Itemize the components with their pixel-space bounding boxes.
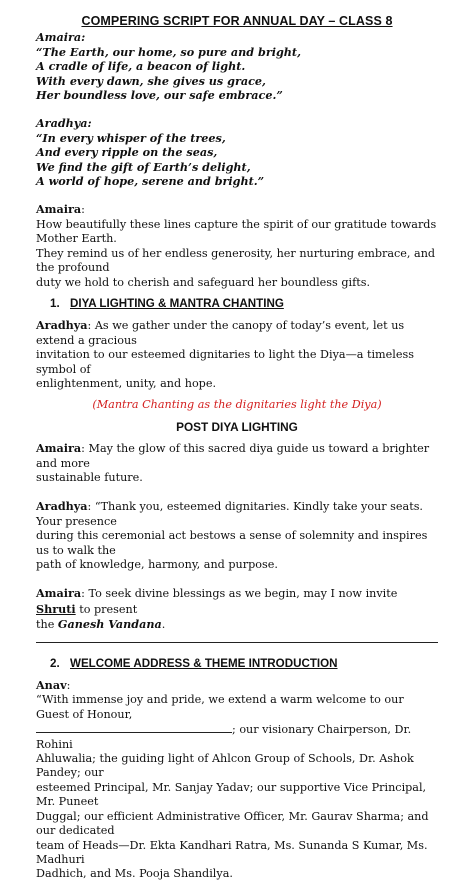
subheading-post-diya: POST DIYA LIGHTING [176,419,298,434]
poem-line: A cradle of life, a beacon of light. [36,59,246,74]
paragraph-line: esteemed Principal, Mr. Sanjay Yadav; our supportive Vice Principal, Mr. Puneet [36,780,427,809]
speaker-amaira: Amaira: [36,30,86,45]
paragraph-line: They remind us of her endless generosity, her nurturing embrace, and the profound [36,246,436,275]
poem-line: “In every whisper of the trees, [36,130,226,145]
poem-line: With every dawn, she gives us grace, [36,73,266,88]
speaker-label: Amaira [36,586,82,601]
speaker-aradhya: Aradhya: [36,116,92,131]
amaira-glow-paragraph: Amaira: May the glow of this sacred diya guide us toward a brighter and more sustainable future. [36,441,438,485]
paragraph-line: “With immense joy and pride, we extend a warm welcome to our Guest of Honour, [36,693,404,721]
section-heading-diya: 1. DIYA LIGHTING & MANTRA CHANTING [50,296,284,310]
paragraph-line: duty we hold to cherish and safeguard her boundless gifts. [36,275,371,289]
amaira-reflection-paragraph [36,218,438,290]
speaker-label: Aradhya [36,499,88,514]
paragraph-line: during this ceremonial act bestows a sense of solemnity and inspires us to walk the [36,529,428,557]
stage-direction: (Mantra Chanting as the dignitaries light the Diya) [92,398,382,412]
paragraph-line: Dadhich, and Ms. Pooja Shandilya. [36,867,233,881]
paragraph-line: Ahluwalia; the guiding light of Ahlcon Group of Schools, Dr. Ashok Pandey; our [36,752,414,780]
poem-line: And every ripple on the seas, [36,145,218,160]
poem-stanza-2 [36,131,438,189]
paragraph-line: invitation to our esteemed dignitaries to light the Diya—a timeless symbol of [36,348,414,376]
performer-name: Shruti [36,601,76,616]
aradhya-thanks-paragraph: Aradhya: “Thank you, esteemed dignitaries. Kindly take your seats. Your presence during this ceremonial act bestows a sense of solemnity and inspires us to walk the path of knowledge, harmony, and purpose. [36,499,438,572]
poem-line: A world of hope, serene and bright.” [36,174,265,189]
paragraph-line: enlightenment, unity, and hope. [36,376,217,390]
poem-stanza-1 [36,45,438,103]
speaker-anav-label: Anav: [36,678,71,693]
section-heading-welcome: 2. WELCOME ADDRESS & THEME INTRODUCTION [50,656,338,670]
paragraph-line: How beautifully these lines capture the spirit of our gratitude towards Mother Earth. [36,217,437,246]
guest-name-blank [36,722,232,733]
poem-line: Her boundless love, our safe embrace.” [36,88,283,103]
aradhya-invitation-paragraph: Aradhya: As we gather under the canopy of today’s event, let us extend a gracious invitation to our esteemed dignitaries to light the Diya—a timeless symbol of enlightenment, unity, and hope. [36,318,438,391]
speaker-label: Amaira [36,441,82,456]
amaira-invite-paragraph: Amaira: To seek divine blessings as we begin, may I now invite Shruti to present the Ganesh Vandana. [36,586,398,632]
page-title: COMPERING SCRIPT FOR ANNUAL DAY – CLASS 8 [81,14,393,28]
poem-line: “The Earth, our home, so pure and bright, [36,44,301,59]
speaker-amaira-label: Amaira: [36,202,85,217]
anav-welcome-paragraph: “With immense joy and pride, we extend a warm welcome to our Guest of Honour, ; our visionary Chairperson, Dr. Rohini Ahluwalia; the guiding light of Ahlcon Group of Schools, Dr. Ashok Pandey; our esteemed Principal, Mr. Sanjay Yadav; our supportive Vice Principal, Mr. Puneet Duggal; our efficient Administrative Officer, Mr. Gaurav Sharma; and our dedicated team of Heads—Dr. Ekta Kandhari Ratra, Ms. Sunanda S Kumar, Ms. Madhuri Dadhich, and Ms. Pooja Shandilya. [36,693,438,881]
paragraph-line: sustainable future. [36,470,143,484]
paragraph-line: team of Heads—Dr. Ekta Kandhari Ratra, Ms. Sunanda S Kumar, Ms. Madhuri [36,838,428,866]
performance-name: Ganesh Vandana [57,617,162,632]
paragraph-line: path of knowledge, harmony, and purpose. [36,558,278,571]
paragraph-line: Duggal; our efficient Administrative Officer, Mr. Gaurav Sharma; and our dedicated [36,809,429,838]
speaker-label: Aradhya [36,318,88,333]
poem-line: We find the gift of Earth’s delight, [36,159,251,174]
